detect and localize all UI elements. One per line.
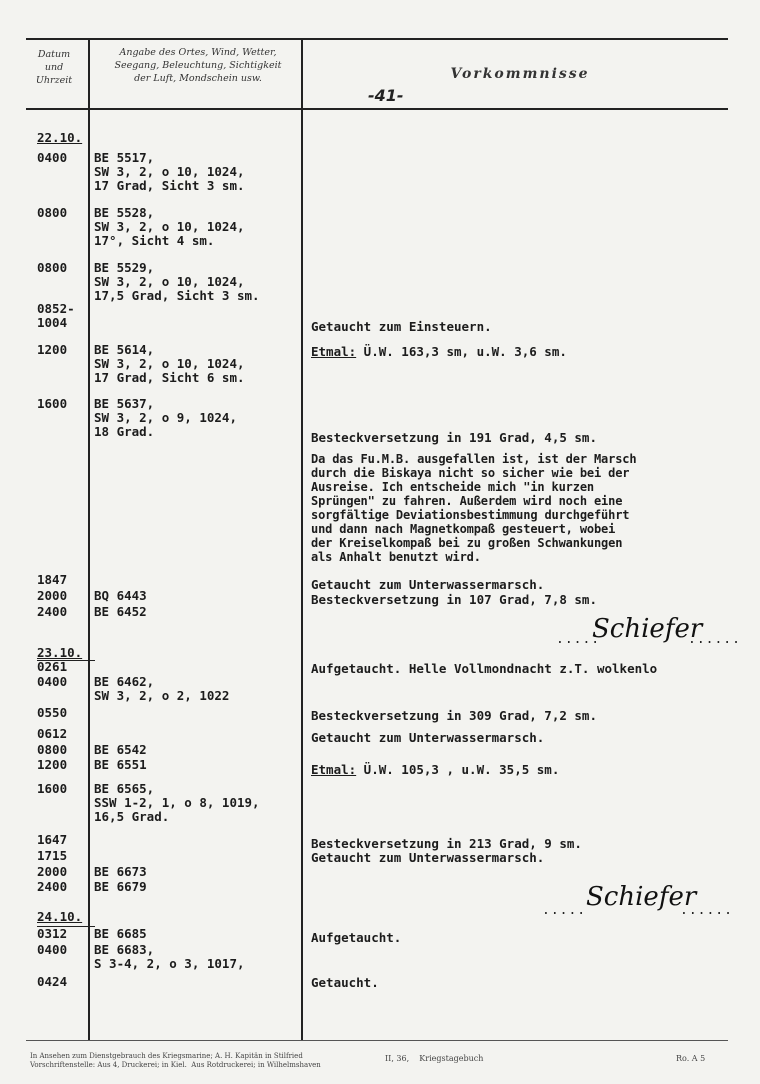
entry-event: Besteckversetzung in 191 Grad, 4,5 sm. — [311, 430, 597, 445]
entry-event: Aufgetaucht. — [311, 930, 402, 945]
footer-form-code: Ro. A 5 — [676, 1054, 706, 1063]
signature-dots: ..... — [542, 903, 587, 918]
entry-event: Getaucht zum Unterwassermarsch. — [311, 850, 545, 865]
etmal-label: Etmal: — [311, 344, 357, 359]
entry-time: 0550 — [37, 705, 68, 720]
entry-event: Getaucht zum Unterwassermarsch. — [311, 730, 545, 745]
entry-place: BE 6462, SW 3, 2, o 2, 1022 — [94, 674, 230, 703]
entry-time: 0424 — [37, 974, 68, 989]
entry-time: 1715 — [37, 848, 68, 863]
entry-time: 0312 — [37, 926, 68, 941]
entry-place: BE 5637, SW 3, 2, o 9, 1024, 18 Grad. — [94, 396, 237, 439]
etmal-value: Ü.W. 163,3 sm, u.W. 3,6 sm. — [356, 344, 567, 359]
signature-dots: ...... — [680, 903, 733, 918]
col-divider-1 — [88, 38, 90, 1040]
signature-commander: Schiefer — [586, 882, 697, 912]
entry-place: BE 6452 — [94, 604, 147, 619]
header-events-column: Vorkommnisse — [450, 66, 590, 82]
footer-form-title: II, 36, Kriegstagebuch — [385, 1054, 484, 1063]
entry-time: 0261 — [37, 659, 68, 674]
entry-event: Aufgetaucht. Helle Vollmondnacht z.T. wolkenlo — [311, 661, 658, 676]
footer-printer-note: In Ansehen zum Dienstgebrauch des Kriegsmarine; A. H. Kapitän in Stilfried Vorschriftenstelle: Aus 4, Druckerei; in Kiel. Aus Rotdruckerei; in Wilhelmshaven — [30, 1052, 321, 1069]
entry-place: BE 5528, SW 3, 2, o 10, 1024, 17°, Sicht 4 sm. — [94, 205, 245, 248]
entry-event: Besteckversetzung in 213 Grad, 9 sm. — [311, 836, 582, 851]
etmal-label: Etmal: — [311, 762, 357, 777]
entry-time: 0800 — [37, 205, 68, 220]
page-number: -41- — [368, 86, 404, 105]
date-label: 24.10. — [37, 909, 83, 924]
entry-place: BE 6565, SSW 1-2, 1, o 8, 1019, 16,5 Grad. — [94, 781, 260, 824]
entry-event: Besteckversetzung in 107 Grad, 7,8 sm. — [311, 592, 597, 607]
signature-dots: ...... — [688, 632, 741, 647]
entry-place: BE 6679 — [94, 879, 147, 894]
entry-time: 0852- 1004 — [37, 301, 75, 330]
date-label: 23.10. — [37, 645, 83, 660]
entry-time: 1847 — [37, 572, 68, 587]
entry-time: 0400 — [37, 942, 68, 957]
entry-time: 1200 — [37, 757, 68, 772]
signature-dots: ..... — [556, 632, 601, 647]
entry-time: 1600 — [37, 396, 68, 411]
top-rule — [26, 38, 728, 40]
entry-event: Getaucht. — [311, 975, 379, 990]
entry-place: BE 6685 — [94, 926, 147, 941]
entry-event: Getaucht zum Einsteuern. — [311, 319, 492, 334]
entry-time: 2000 — [37, 588, 68, 603]
entry-time: 1600 — [37, 781, 68, 796]
entry-event: Getaucht zum Unterwassermarsch. — [311, 577, 545, 592]
header-place-column: Angabe des Ortes, Wind, Wetter, Seegang, Beleuchtung, Sichtigkeit der Luft, Mondschein usw. — [114, 47, 282, 84]
entry-time: 0400 — [37, 674, 68, 689]
entry-time: 0800 — [37, 742, 68, 757]
entry-event — [311, 345, 567, 359]
col-divider-2 — [301, 38, 303, 1040]
entry-event: Besteckversetzung in 309 Grad, 7,2 sm. — [311, 708, 597, 723]
entry-time: 2400 — [37, 604, 68, 619]
entry-time: 0612 — [37, 726, 68, 741]
entry-place: BE 5529, SW 3, 2, o 10, 1024, 17,5 Grad, Sicht 3 sm. — [94, 260, 260, 303]
entry-place: BE 5517, SW 3, 2, o 10, 1024, 17 Grad, Sicht 3 sm. — [94, 150, 245, 193]
entry-place: BE 5614, SW 3, 2, o 10, 1024, 17 Grad, Sicht 6 sm. — [94, 342, 245, 385]
date-label: 22.10. — [37, 130, 83, 145]
entry-time: 2400 — [37, 879, 68, 894]
entry-time: 2000 — [37, 864, 68, 879]
entry-place: BE 6673 — [94, 864, 147, 879]
entry-place: BQ 6443 — [94, 588, 147, 603]
signature-commander: Schiefer — [592, 614, 703, 644]
entry-time: 0800 — [37, 260, 68, 275]
entry-place: BE 6542 — [94, 742, 147, 757]
entry-event-paragraph: Da das Fu.M.B. ausgefallen ist, ist der Marsch durch die Biskaya nicht so sicher wie bei der Ausreise. Ich entscheide mich "in kurzen Sprüngen" zu fahren. Außerdem wird noch eine sorgfältige Deviationsbestimmung durchgeführt und dann nach Magnetkompaß gesteuert, wobei der Kreiselkompaß bei zu großen Schwankungen als Anhalt benutzt wird. — [311, 452, 637, 564]
entry-place: BE 6551 — [94, 757, 147, 772]
header-date-column: Datum und Uhrzeit — [35, 49, 73, 86]
footer-rule — [26, 1040, 728, 1041]
entry-event — [311, 763, 559, 777]
entry-time: 1647 — [37, 832, 68, 847]
entry-place: BE 6683, S 3-4, 2, o 3, 1017, — [94, 942, 245, 971]
entry-time: 1200 — [37, 342, 68, 357]
entry-time: 0400 — [37, 150, 68, 165]
header-rule — [26, 108, 728, 110]
etmal-value: Ü.W. 105,3 , u.W. 35,5 sm. — [356, 762, 560, 777]
